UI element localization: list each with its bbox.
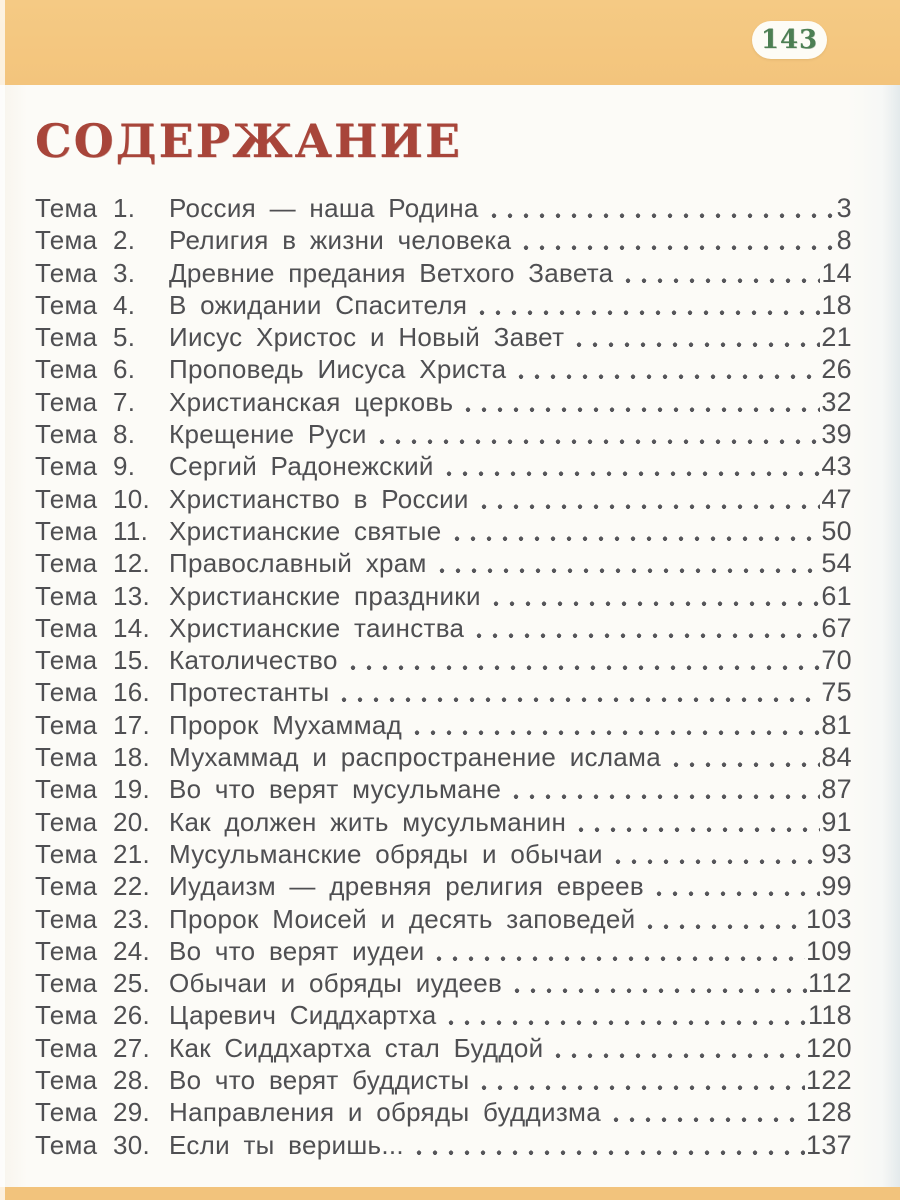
toc-entry-title: Православный храм <box>169 548 427 579</box>
leader-dots-decoration <box>488 580 821 612</box>
bottom-border-band <box>0 1187 900 1200</box>
toc-topic-label: Тема <box>35 193 98 223</box>
toc-row <box>35 450 852 482</box>
toc-row <box>35 418 852 450</box>
toc-row <box>35 709 852 741</box>
toc-topic-label: Тема <box>35 225 98 256</box>
toc-topic-number: 23. <box>113 903 151 934</box>
leader-dots-decoration <box>476 1064 805 1096</box>
toc-page-number: 39 <box>821 419 852 450</box>
page-number: 143 <box>760 25 819 55</box>
toc-topic-label: Тема <box>35 1065 98 1096</box>
leader-dots-decoration <box>449 515 821 547</box>
toc-page-number: 32 <box>821 386 852 417</box>
toc-entry-title: Христианские святые <box>169 515 442 546</box>
toc-row <box>35 1064 852 1096</box>
toc-row <box>35 353 852 385</box>
toc-entry-title: Древние предания Ветхого Завета <box>169 257 614 288</box>
toc-entry-title: Христианство в России <box>169 483 469 514</box>
toc-page-number: 67 <box>821 612 852 643</box>
toc-entry-title: Во что верят иудеи <box>169 935 425 966</box>
leader-dots-decoration <box>471 612 820 644</box>
toc-page-number: 128 <box>806 1097 852 1128</box>
toc-entry-title: Христианские праздники <box>169 580 481 611</box>
leader-dots-decoration <box>620 257 820 289</box>
toc-topic-number: 24. <box>113 935 151 966</box>
toc-topic-number: 9. <box>113 451 136 482</box>
toc-entry-title: Протестанты <box>169 677 330 708</box>
toc-topic-number: 18. <box>113 742 151 773</box>
toc-topic-number: 27. <box>113 1032 151 1063</box>
scan-edge-sliver <box>0 0 5 1200</box>
toc-page-number: 43 <box>821 451 852 482</box>
toc-topic-number: 2. <box>113 225 136 256</box>
toc-entry-title: Если ты веришь... <box>169 1129 404 1160</box>
leader-dots-decoration <box>573 806 820 838</box>
leader-dots-decoration <box>411 1129 805 1161</box>
contents-title: СОДЕРЖАНИЕ <box>35 114 463 168</box>
toc-page-number: 137 <box>806 1129 852 1160</box>
leader-dots-decoration <box>509 967 807 999</box>
toc-topic-number: 7. <box>113 386 136 417</box>
toc-page-number: 18 <box>821 289 852 320</box>
toc-page-number: 81 <box>821 709 852 740</box>
toc-page-number: 120 <box>806 1032 852 1063</box>
toc-entry-title: В ожидании Спасителя <box>169 289 468 320</box>
toc-topic-number: 5. <box>113 322 136 353</box>
leader-dots-decoration <box>610 838 821 870</box>
leader-dots-decoration <box>345 644 821 676</box>
leader-dots-decoration <box>336 676 820 708</box>
toc-entry-title: Проповедь Иисуса Христа <box>169 354 507 385</box>
toc-page-number: 99 <box>821 871 852 902</box>
leader-dots-decoration <box>608 1096 805 1128</box>
toc-topic-number: 30. <box>113 1129 151 1160</box>
toc-page-number: 47 <box>821 483 852 514</box>
leader-dots-decoration <box>486 192 836 224</box>
toc-entry-title: Как должен жить мусульманин <box>169 806 567 837</box>
toc-topic-label: Тема <box>35 935 98 966</box>
toc-row <box>35 903 852 935</box>
toc-topic-number: 21. <box>113 838 151 869</box>
toc-row <box>35 935 852 967</box>
toc-topic-number: 8. <box>113 419 136 450</box>
toc-topic-label: Тема <box>35 709 98 740</box>
toc-topic-number: 17. <box>113 709 151 740</box>
leader-dots-decoration <box>513 353 820 385</box>
toc-page-number: 112 <box>808 968 852 999</box>
leader-dots-decoration <box>441 450 821 482</box>
toc-entry-title: Как Сиддхартха стал Буддой <box>169 1032 544 1063</box>
toc-topic-label: Тема <box>35 451 98 482</box>
toc-page-number: 118 <box>808 1000 852 1031</box>
content-area <box>0 85 900 1187</box>
toc-topic-number: 12. <box>113 548 151 579</box>
leader-dots-decoration <box>476 483 821 515</box>
leader-dots-decoration <box>434 547 821 579</box>
toc-page-number: 93 <box>821 838 852 869</box>
leader-dots-decoration <box>550 1032 805 1064</box>
toc-row <box>35 967 852 999</box>
toc-topic-number: 25. <box>113 968 151 999</box>
leader-dots-decoration <box>443 999 807 1031</box>
toc-topic-number: 10. <box>113 483 151 514</box>
toc-row <box>35 580 852 612</box>
toc-topic-label: Тема <box>35 548 98 579</box>
toc-row <box>35 483 852 515</box>
toc-row <box>35 612 852 644</box>
leader-dots-decoration <box>374 418 821 450</box>
toc-page-number: 21 <box>821 322 852 353</box>
toc-page-number: 61 <box>821 580 852 611</box>
toc-topic-label: Тема <box>35 742 98 773</box>
toc-row <box>35 192 852 224</box>
leader-dots-decoration <box>460 386 820 418</box>
toc-entry-title: Направления и обряды буддизма <box>169 1097 601 1128</box>
toc-topic-label: Тема <box>35 774 98 805</box>
toc-row <box>35 870 852 902</box>
toc-entry-title: Во что верят мусульмане <box>169 774 502 805</box>
toc-entry-title: Пророк Мухаммад <box>169 709 403 740</box>
toc-topic-number: 11. <box>113 515 149 546</box>
toc-topic-label: Тема <box>35 968 98 999</box>
toc-page-number: 70 <box>821 645 852 676</box>
toc-entry-title: Обычаи и обряды иудеев <box>169 968 503 999</box>
toc-row <box>35 999 852 1031</box>
toc-topic-number: 4. <box>113 289 136 320</box>
toc-row <box>35 547 852 579</box>
toc-page-number: 14 <box>821 257 852 288</box>
toc-topic-label: Тема <box>35 354 98 385</box>
toc-topic-label: Тема <box>35 322 98 353</box>
toc-row <box>35 644 852 676</box>
toc-page-number: 122 <box>806 1065 852 1096</box>
toc-topic-number: 28. <box>113 1065 151 1096</box>
toc-entry-title: Сергий Радонежский <box>169 451 434 482</box>
toc-entry-title: Мухаммад и распространение ислама <box>169 742 661 773</box>
toc-topic-label: Тема <box>35 612 98 643</box>
toc-list <box>35 192 852 1161</box>
toc-entry-title: Царевич Сиддхартха <box>169 1000 437 1031</box>
toc-entry-title: Христианские таинства <box>169 612 465 643</box>
toc-entry-title: Иисус Христос и Новый Завет <box>169 322 565 353</box>
toc-row <box>35 257 852 289</box>
toc-row <box>35 773 852 805</box>
toc-topic-number: 1. <box>113 193 136 223</box>
toc-row <box>35 676 852 708</box>
toc-topic-label: Тема <box>35 1000 98 1031</box>
toc-topic-number: 13. <box>113 580 151 611</box>
leader-dots-decoration <box>474 289 820 321</box>
toc-row <box>35 289 852 321</box>
toc-topic-label: Тема <box>35 1129 98 1160</box>
toc-topic-number: 14. <box>113 612 151 643</box>
toc-topic-number: 19. <box>113 774 151 805</box>
toc-row <box>35 1032 852 1064</box>
toc-topic-number: 3. <box>113 257 136 288</box>
leader-dots-decoration <box>431 935 805 967</box>
toc-topic-number: 20. <box>113 806 151 837</box>
toc-page-number: 84 <box>821 742 852 773</box>
toc-topic-label: Тема <box>35 515 98 546</box>
toc-topic-label: Тема <box>35 1097 98 1128</box>
toc-topic-label: Тема <box>35 257 98 288</box>
leader-dots-decoration <box>642 903 805 935</box>
toc-entry-title: Мусульманские обряды и обычаи <box>169 838 603 869</box>
page-number-badge <box>752 21 827 59</box>
toc-page-number: 75 <box>821 677 852 708</box>
toc-page-number: 91 <box>821 806 852 837</box>
toc-topic-label: Тема <box>35 483 98 514</box>
toc-row <box>35 1096 852 1128</box>
toc-topic-label: Тема <box>35 903 98 934</box>
toc-page-number: 3 <box>836 193 852 223</box>
toc-row <box>35 386 852 418</box>
leader-dots-decoration <box>651 870 820 902</box>
toc-entry-title: Крещение Руси <box>169 419 367 450</box>
toc-page-number: 26 <box>821 354 852 385</box>
toc-topic-number: 16. <box>113 677 151 708</box>
toc-entry-title: Во что верят буддисты <box>169 1065 470 1096</box>
toc-page-number: 87 <box>821 774 852 805</box>
toc-row <box>35 806 852 838</box>
toc-topic-label: Тема <box>35 289 98 320</box>
toc-topic-label: Тема <box>35 580 98 611</box>
leader-dots-decoration <box>668 741 820 773</box>
leader-dots-decoration <box>571 321 820 353</box>
toc-page-number: 109 <box>806 935 852 966</box>
toc-page-number: 50 <box>821 515 852 546</box>
toc-topic-label: Тема <box>35 419 98 450</box>
toc-topic-label: Тема <box>35 1032 98 1063</box>
toc-entry-title: Католичество <box>169 645 338 676</box>
toc-topic-number: 15. <box>113 645 151 676</box>
toc-topic-number: 26. <box>113 1000 151 1031</box>
leader-dots-decoration <box>518 224 835 256</box>
toc-topic-label: Тема <box>35 806 98 837</box>
toc-topic-label: Тема <box>35 838 98 869</box>
toc-entry-title: Христианская церковь <box>169 386 454 417</box>
toc-entry-title: Иудаизм — древняя религия евреев <box>169 871 644 902</box>
toc-row <box>35 321 852 353</box>
toc-row <box>35 741 852 773</box>
toc-topic-label: Тема <box>35 386 98 417</box>
toc-row <box>35 1129 852 1161</box>
toc-page-number: 103 <box>806 903 852 934</box>
toc-topic-number: 29. <box>113 1097 151 1128</box>
leader-dots-decoration <box>508 773 820 805</box>
toc-row <box>35 224 852 256</box>
toc-entry-title: Пророк Моисей и десять заповедей <box>169 903 636 934</box>
toc-page-number: 54 <box>821 548 852 579</box>
toc-row <box>35 515 852 547</box>
toc-entry-title: Религия в жизни человека <box>169 225 512 256</box>
toc-row <box>35 838 852 870</box>
toc-topic-number: 22. <box>113 871 151 902</box>
toc-topic-label: Тема <box>35 871 98 902</box>
toc-topic-number: 6. <box>113 354 136 385</box>
toc-page-number: 8 <box>836 225 852 256</box>
toc-entry-title: Россия — наша Родина <box>169 193 479 223</box>
leader-dots-decoration <box>409 709 820 741</box>
toc-topic-label: Тема <box>35 645 98 676</box>
toc-topic-label: Тема <box>35 677 98 708</box>
